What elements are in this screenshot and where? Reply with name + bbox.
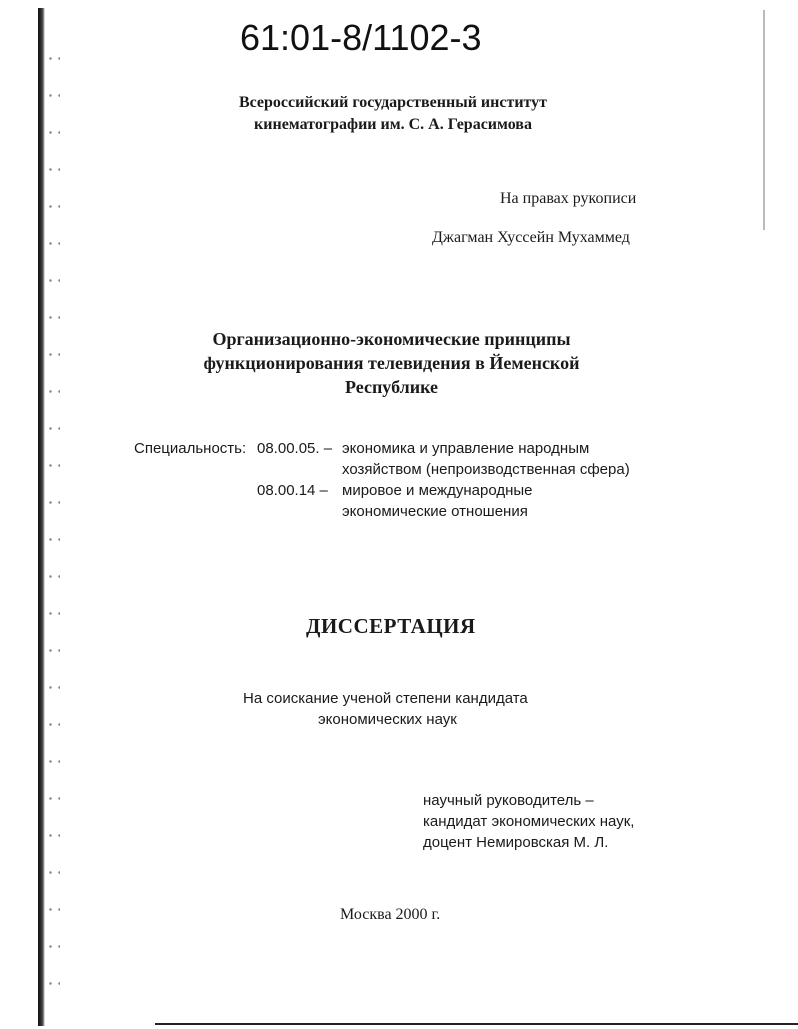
degree-line-2: экономических наук — [318, 711, 457, 728]
specialty-description — [342, 480, 533, 522]
specialty-description-line: мировое и международные — [342, 482, 533, 499]
advisor-line-1: научный руководитель – — [423, 792, 594, 809]
specialty-label: Специальность: — [134, 440, 247, 457]
title-line-1: Организационно-экономические принципы — [212, 329, 571, 349]
manuscript-note: На правах рукописи — [500, 190, 637, 207]
title-line-2: функционирования телевидения в Йеменской — [203, 353, 580, 373]
document-type-heading: ДИССЕРТАЦИЯ — [306, 614, 476, 638]
degree-line-1: На соискание ученой степени кандидата — [243, 690, 528, 707]
specialty-description — [342, 438, 630, 480]
scan-bottom-edge — [155, 1023, 798, 1025]
specialty-code: 08.00.14 – — [257, 482, 328, 499]
institute-name — [0, 92, 798, 136]
advisor-line-3: доцент Немировская М. Л. — [423, 834, 609, 851]
institute-line-1: Всероссийский государственный институт — [238, 94, 548, 111]
specialty-description-line: хозяйством (непроизводственная сфера) — [342, 461, 630, 478]
title-line-3: Республике — [344, 377, 439, 397]
institute-line-2: кинематографии им. С. А. Герасимова — [254, 116, 532, 133]
specialty-description-line: экономические отношения — [342, 503, 528, 520]
scientific-advisor — [423, 790, 634, 853]
specialty-description-line: экономика и управление народным — [342, 440, 590, 457]
scan-noise — [46, 40, 60, 1000]
city-year: Москва 2000 г. — [340, 906, 441, 923]
dissertation-title — [0, 327, 798, 399]
catalog-stamp: 61:01-8/1102-3 — [240, 17, 482, 58]
specialty-code: 08.00.05. – — [257, 440, 333, 457]
advisor-line-2: кандидат экономических наук, — [423, 813, 635, 830]
scan-edge-left — [38, 8, 45, 1026]
author-name: Джагман Хуссейн Мухаммед — [432, 229, 630, 246]
